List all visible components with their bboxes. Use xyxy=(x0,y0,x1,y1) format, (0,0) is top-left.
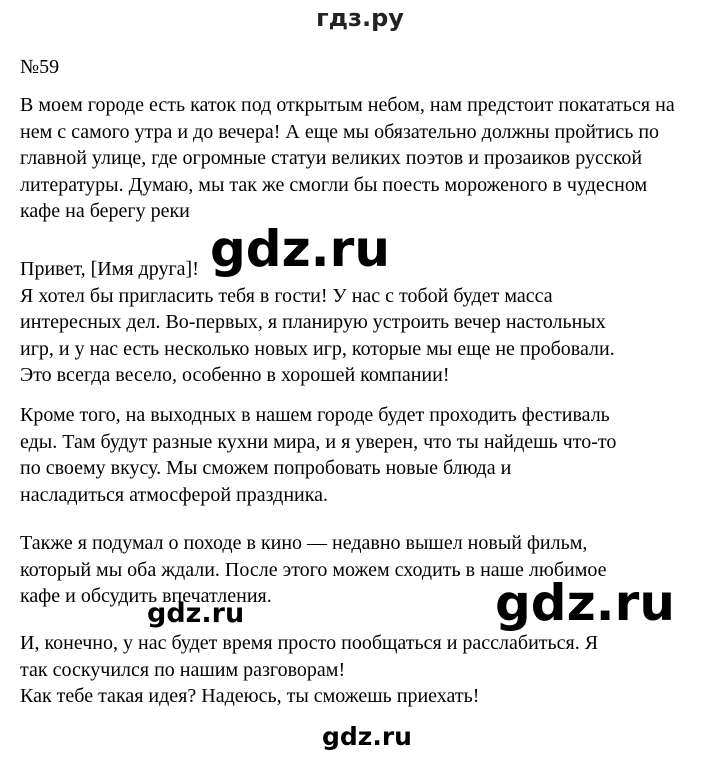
text-line: который мы оба ждали. После этого можем сходить в наше любимое xyxy=(20,558,607,581)
text-line: игр, и у нас есть несколько новых игр, которые мы еще не пробовали. xyxy=(20,337,615,360)
text-line: нем с самого утра и до вечера! А еще мы обязательно должны пройтись по xyxy=(20,120,660,143)
text-line: главной улице, где огромные статуи великих поэтов и прозаиков русской xyxy=(20,147,643,169)
text-line: Как тебе такая идея? Надеюсь, ты сможешь приехать! xyxy=(20,685,480,707)
text-line: так соскучился по нашим разговорам! xyxy=(20,658,346,681)
paragraph-festival xyxy=(20,402,710,508)
text-line: еды. Там будут разные кухни мира, и я уверен, что ты найдешь что-то xyxy=(20,430,617,453)
task-number: №59 xyxy=(20,56,60,78)
text-line: интересных дел. Во-первых, я планирую устроить вечер настольных xyxy=(20,311,606,333)
text-line: Также я подумал о походе в кино — недавно вышел новый фильм, xyxy=(20,532,588,554)
text-line: по своему вкусу. Мы сможем попробовать новые блюда и xyxy=(20,457,512,479)
watermark-logo: gdz.ru xyxy=(210,220,390,278)
text-line: насладиться атмосферой праздника. xyxy=(20,483,329,506)
watermark-logo: gdz.ru xyxy=(147,598,245,629)
text-line: Привет, [Имя друга]! xyxy=(20,258,199,280)
text-line: кафе на берегу реки xyxy=(20,200,190,222)
text-line: литературы. Думаю, мы так же смогли бы поесть мороженого в чудесном xyxy=(20,173,648,196)
watermark-footer: gdz.ru xyxy=(322,722,412,751)
watermark-logo: gdz.ru xyxy=(495,574,675,632)
text-line: Кроме того, на выходных в нашем городе будет проходить фестиваль xyxy=(20,404,610,426)
text-line: В моем городе есть каток под открытым небом, нам предстоит покататься на xyxy=(20,94,675,116)
text-line: Я хотел бы пригласить тебя в гости! У нас с тобой будет масса xyxy=(20,284,553,307)
text-line: И, конечно, у нас будет время просто пообщаться и расслабиться. Я xyxy=(20,632,599,654)
paragraph-closing xyxy=(20,630,710,710)
site-header: гдз.ру xyxy=(316,4,404,32)
text-line: кафе и обсудить впечатления. xyxy=(20,585,272,607)
text-line: Это всегда весело, особенно в хорошей компании! xyxy=(20,364,450,386)
paragraph-city-description xyxy=(20,92,710,225)
